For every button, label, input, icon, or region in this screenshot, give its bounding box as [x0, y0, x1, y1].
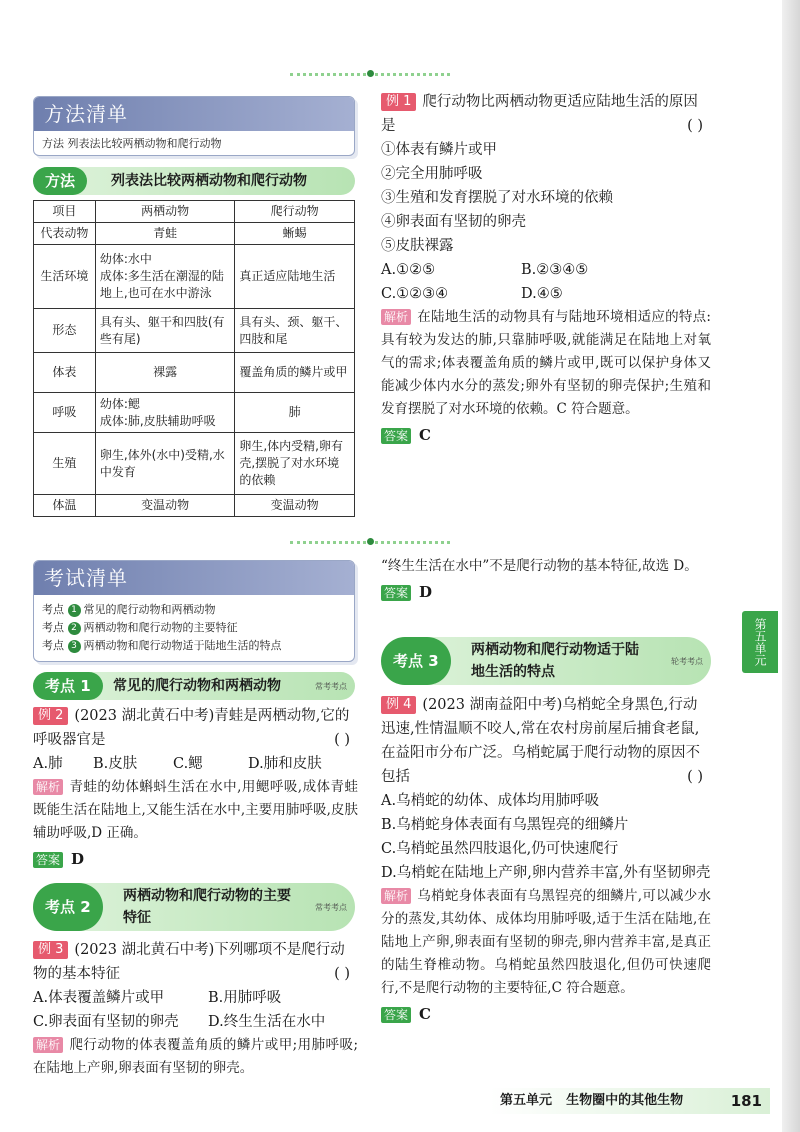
table-cell: 青蛙	[95, 223, 235, 245]
method-heading	[33, 167, 355, 195]
example-3-question-block	[33, 938, 358, 986]
answer-badge: 答案	[381, 1007, 411, 1023]
example-4-paren: ( )	[687, 769, 703, 785]
example-3-options-row	[33, 986, 358, 1010]
kp1-heading	[33, 672, 355, 700]
table-cell: 变温动物	[235, 495, 355, 517]
exam-point-label: 考点	[42, 639, 64, 652]
table-header-cell: 爬行动物	[235, 201, 355, 223]
table-row	[34, 353, 355, 393]
footer-unit: 第五单元	[500, 1093, 553, 1108]
exam-point-text: 常见的爬行动物和两栖动物	[83, 603, 216, 616]
method-heading-title: 列表法比较两栖动物和爬行动物	[111, 173, 307, 189]
example-2-analysis: 青蛙的幼体蝌蚪生活在水中,用鳃呼吸,成体青蛙既能生活在陆地上,又能生活在水中,主要用肺呼吸,皮肤辅助呼吸,D 正确。	[33, 779, 358, 841]
example-1-paren: ( )	[687, 118, 703, 134]
example-4-analysis: 乌梢蛇身体表面有乌黑锃亮的细鳞片,可以减少水分的蒸发,其幼体、成体均用肺呼吸,适于生活在陆地,在陆地上产卵,卵表面有坚韧的卵壳,卵内营养丰富,是真正的陆生脊椎动物。乌梢蛇虽然四肢退化,但仍可快速爬行,不是爬行动物的主要特征,C 符合题意。	[381, 888, 711, 996]
kp2-title	[123, 885, 291, 929]
exam-point	[42, 619, 346, 637]
example-4-analysis-block	[381, 885, 711, 1000]
page-number: 181	[730, 1092, 762, 1110]
exam-point-text: 两栖动物和爬行动物的主要特征	[83, 621, 238, 634]
example-1-question-block	[381, 90, 711, 138]
example-1-option: C.①②③④	[381, 286, 449, 302]
analysis-badge: 解析	[33, 1037, 63, 1053]
table-cell: 卵生,体内受精,卵有壳,摆脱了对水环境的依赖	[235, 433, 355, 495]
example-4-option: C.乌梢蛇虽然四肢退化,仍可快速爬行	[381, 841, 619, 857]
table-cell: 卵生,体外(水中)受精,水中发育	[95, 433, 235, 495]
example-2-option: B.皮肤	[93, 756, 138, 772]
exam-point-label: 考点	[42, 621, 64, 634]
example-3-options-row	[33, 1010, 358, 1034]
analysis-badge: 解析	[381, 309, 411, 325]
example-2-option: A.肺	[33, 756, 63, 772]
example-2-badge: 例 2	[33, 707, 68, 725]
example-2-option: D.肺和皮肤	[248, 756, 322, 772]
example-3-answer-block	[381, 580, 711, 605]
table-cell: 肺	[235, 393, 355, 433]
example-1-options-row	[381, 258, 711, 282]
table-cell: 变温动物	[95, 495, 235, 517]
kp1-title: 常见的爬行动物和两栖动物	[113, 678, 281, 694]
table-cell: 体温	[34, 495, 96, 517]
table-row	[34, 433, 355, 495]
table-cell: 覆盖角质的鳞片或甲	[235, 353, 355, 393]
example-3-option: B.用肺呼吸	[208, 990, 282, 1006]
kp2-tag: 考点 2	[33, 883, 103, 931]
exam-point-label: 考点	[42, 603, 64, 616]
example-1-analysis-block	[381, 306, 711, 421]
example-2-answer-block	[33, 847, 358, 872]
example-1-badge: 例 1	[381, 93, 416, 111]
table-cell: 呼吸	[34, 393, 96, 433]
example-2	[33, 704, 358, 872]
table-cell: 代表动物	[34, 223, 96, 245]
kp2-note: 常考考点	[315, 903, 347, 912]
method-panel-subtitle: 方法 列表法比较两栖动物和爬行动物	[42, 137, 222, 150]
middle-divider	[290, 541, 450, 550]
kp2-heading	[33, 883, 355, 931]
table-cell: 具有头、躯干和四肢(有些有尾)	[95, 309, 235, 353]
example-4-option: D.乌梢蛇在陆地上产卵,卵内营养丰富,外有坚韧卵壳	[381, 865, 711, 881]
example-4	[381, 693, 711, 1027]
kp1-tag: 考点 1	[33, 672, 103, 700]
table-cell: 裸露	[95, 353, 235, 393]
table-row	[34, 495, 355, 517]
method-panel	[33, 96, 355, 156]
example-3-analysis: 爬行动物的体表覆盖角质的鳞片或甲;用肺呼吸;在陆地上产卵,卵表面有坚韧的卵壳。	[33, 1037, 358, 1076]
divider-dot-icon	[367, 538, 374, 545]
table-header-cell: 两栖动物	[95, 201, 235, 223]
kp3-note: 轮考考点	[671, 657, 703, 666]
kp1-note: 常考考点	[315, 682, 347, 691]
example-2-options-row	[33, 752, 358, 776]
example-1-item: ③生殖和发育摆脱了对水环境的依赖	[381, 190, 613, 206]
kp3-title-line: 地生活的特点	[471, 664, 555, 680]
kp3-heading	[381, 637, 711, 685]
answer-badge: 答案	[33, 852, 63, 868]
example-1-item: ⑤皮肤裸露	[381, 238, 454, 254]
example-3-option: A.体表覆盖鳞片或甲	[33, 990, 165, 1006]
exam-points-list	[34, 595, 354, 659]
example-1-question: 爬行动物比两栖动物更适应陆地生活的原因是	[381, 94, 698, 134]
exam-panel-title: 考试清单	[34, 561, 354, 595]
unit-side-tab: 第五单元	[742, 611, 778, 673]
example-3	[33, 938, 358, 1080]
example-2-analysis-block	[33, 776, 358, 845]
example-4-question: (2023 湖南益阳中考)乌梢蛇全身黑色,行动迅速,性情温顺不咬人,常在农村房前屋后捕食老鼠,在益阳市分布广泛。乌梢蛇属于爬行动物的原因不包括	[381, 697, 700, 785]
example-4-answer: C	[419, 1005, 431, 1023]
comparison-table	[33, 200, 355, 517]
example-1-option: D.④⑤	[521, 286, 563, 302]
example-3-option: D.终生生活在水中	[208, 1014, 326, 1030]
example-3-analysis-cont: “终生生活在水中”不是爬行动物的基本特征,故选 D。	[381, 558, 698, 574]
answer-badge: 答案	[381, 428, 411, 444]
example-3-question: (2023 湖北黄石中考)下列哪项不是爬行动物的基本特征	[33, 942, 345, 982]
footer-chapter: 生物圈中的其他生物	[566, 1093, 684, 1108]
example-1-option: B.②③④⑤	[521, 262, 589, 278]
table-cell: 真正适应陆地生活	[235, 245, 355, 309]
example-1-item: ④卵表面有坚韧的卵壳	[381, 214, 526, 230]
example-1-answer-block	[381, 423, 711, 448]
method-tag: 方法	[33, 167, 87, 195]
table-row	[34, 393, 355, 433]
page-edge	[782, 0, 800, 1132]
table-cell: 生活环境	[34, 245, 96, 309]
example-2-question: (2023 湖北黄石中考)青蛙是两栖动物,它的呼吸器官是	[33, 708, 350, 748]
analysis-badge: 解析	[33, 779, 63, 795]
analysis-badge: 解析	[381, 888, 411, 904]
example-4-answer-block	[381, 1002, 711, 1027]
table-row	[34, 309, 355, 353]
example-1-answer: C	[419, 426, 431, 444]
table-cell: 生殖	[34, 433, 96, 495]
table-cell: 幼体:水中 成体:多生活在潮湿的陆地上,也可在水中游泳	[95, 245, 235, 309]
example-1	[381, 90, 711, 448]
table-header-cell: 项目	[34, 201, 96, 223]
table-header-row	[34, 201, 355, 223]
table-cell: 蜥蜴	[235, 223, 355, 245]
exam-point-num: 1	[68, 604, 81, 617]
example-1-option: A.①②⑤	[381, 262, 436, 278]
example-2-question-block	[33, 704, 358, 752]
exam-point	[42, 637, 346, 655]
table-row	[34, 223, 355, 245]
table-cell: 形态	[34, 309, 96, 353]
exam-point-num: 2	[68, 622, 81, 635]
kp3-title	[471, 639, 639, 683]
top-divider	[290, 73, 450, 82]
kp2-title-line: 特征	[123, 910, 151, 926]
example-2-paren: ( )	[334, 732, 350, 748]
table-cell: 幼体:鳃 成体:肺,皮肤辅助呼吸	[95, 393, 235, 433]
example-1-options-row	[381, 282, 711, 306]
table-cell: 体表	[34, 353, 96, 393]
exam-point-num: 3	[68, 640, 81, 653]
exam-point-text: 两栖动物和爬行动物适于陆地生活的特点	[83, 639, 282, 652]
kp3-title-line: 两栖动物和爬行动物适于陆	[471, 642, 639, 658]
method-panel-title: 方法清单	[34, 97, 354, 131]
example-4-option: B.乌梢蛇身体表面有乌黑锃亮的细鳞片	[381, 817, 629, 833]
example-3-option: C.卵表面有坚韧的卵壳	[33, 1014, 179, 1030]
example-3-badge: 例 3	[33, 941, 68, 959]
example-3-continued	[381, 555, 711, 605]
example-4-badge: 例 4	[381, 696, 416, 714]
example-3-analysis-block	[33, 1034, 358, 1080]
example-1-item: ①体表有鳞片或甲	[381, 142, 497, 158]
example-1-item: ②完全用肺呼吸	[381, 166, 483, 182]
example-4-option: A.乌梢蛇的幼体、成体均用肺呼吸	[381, 793, 600, 809]
exam-panel	[33, 560, 355, 662]
kp3-tag: 考点 3	[381, 637, 451, 685]
example-1-analysis: 在陆地生活的动物具有与陆地环境相适应的特点:具有较为发达的肺,只靠肺呼吸,就能满足在陆地上对氧气的需求;体表覆盖角质的鳞片或甲,既可以保护身体又能减少体内水分的蒸发;卵外有坚韧的卵壳保护;生殖和发育摆脱了对水环境的依赖。C 符合题意。	[381, 309, 711, 417]
example-2-answer: D	[71, 850, 85, 868]
example-3-answer: D	[419, 583, 433, 601]
kp2-title-line: 两栖动物和爬行动物的主要	[123, 888, 291, 904]
example-2-option: C.鳃	[173, 756, 203, 772]
answer-badge: 答案	[381, 585, 411, 601]
example-4-question-block	[381, 693, 711, 789]
page-footer	[490, 1088, 770, 1114]
table-cell: 具有头、颈、躯干、四肢和尾	[235, 309, 355, 353]
divider-dot-icon	[367, 70, 374, 77]
example-3-paren: ( )	[334, 966, 350, 982]
exam-point	[42, 601, 346, 619]
table-row	[34, 245, 355, 309]
